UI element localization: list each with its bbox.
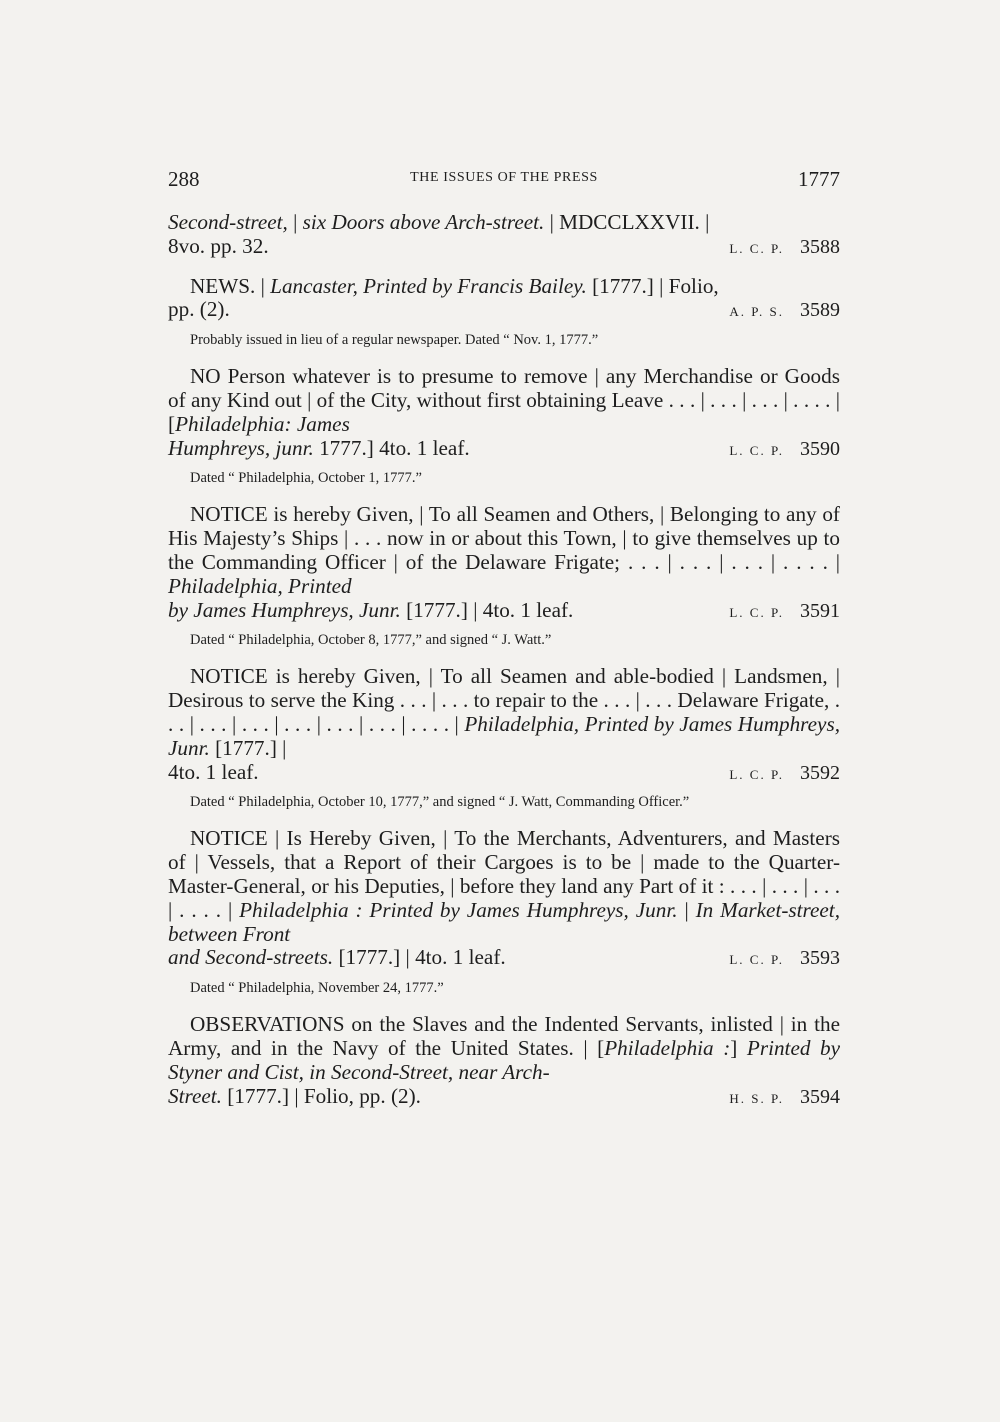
entry-last-text: 8vo. pp. 32. (168, 233, 269, 258)
library-location: L. C. P. (729, 604, 784, 620)
entry-3591 (168, 503, 840, 651)
entry-number: 3592 (800, 761, 840, 784)
entry-number: 3588 (800, 235, 840, 258)
entry-last-text: 4to. 1 leaf. (168, 759, 259, 784)
running-head (168, 167, 840, 197)
entry-last-line (168, 235, 840, 261)
entry-3588 (168, 211, 840, 261)
entry-note: Dated “ Philadelphia, October 1, 1777.” (190, 470, 422, 487)
library-location: A. P. S. (729, 304, 784, 320)
entry-last-line (168, 599, 840, 625)
running-title: THE ISSUES OF THE PRESS (410, 170, 598, 185)
entry-reference (717, 1085, 840, 1111)
entry-last-line (168, 946, 840, 972)
entry-reference (717, 599, 840, 625)
entry-note: Dated “ Philadelphia, October 10, 1777,” and signed “ J. Watt, Commanding Officer.” (190, 794, 690, 811)
entry-last-text: by James Humphreys, Junr. [1777.] | 4to. 1 leaf. (168, 597, 574, 622)
entry-number: 3590 (800, 437, 840, 460)
entry-last-text: pp. (2). (168, 297, 230, 322)
entry-number: 3593 (800, 947, 840, 970)
entry-reference (717, 235, 840, 261)
library-location: L. C. P. (729, 442, 784, 458)
library-location: L. C. P. (729, 240, 784, 256)
entry-last-line (168, 437, 840, 463)
entry-reference (717, 946, 840, 972)
entry-note: Dated “ Philadelphia, November 24, 1777.” (190, 980, 444, 997)
entry-note: Probably issued in lieu of a regular newspaper. Dated “ Nov. 1, 1777.” (190, 332, 599, 349)
entry-reference (717, 437, 840, 463)
entry-text: NOTICE | Is Hereby Given, | To the Merchants, Adventurers, and Masters of | Vessels, that a Report of their Cargoes is to be | made to the Quarter-Master-General, or his Deputies, | before they land any Part of it : . . . | . . . | . . . | . . . . | Philadelphia : Printed by James Humphreys, Junr. | In Market-street, between Front (168, 826, 840, 946)
entry-last-line (168, 298, 840, 324)
entry-number: 3589 (800, 299, 840, 322)
running-year: 1777 (798, 167, 840, 191)
entry-number: 3591 (800, 599, 840, 622)
entry-3590 (168, 365, 840, 489)
entry-text: NOTICE is hereby Given, | To all Seamen and Others, | Belonging to any of His Majesty’s Ships | . . . now in or about this Town, | to give themselves up to the Commanding Officer | of the Delaware Frigate; . . . | . . . | . . . | . . . . | Philadelphia, Printed (168, 502, 840, 598)
entry-reference (717, 761, 840, 787)
bibliography-entries (168, 211, 840, 1110)
entry-last-text: Street. [1777.] | Folio, pp. (2). (168, 1083, 421, 1108)
entry-3589 (168, 275, 840, 352)
entry-text: OBSERVATIONS on the Slaves and the Indented Servants, inlisted | in the Army, and in the Navy of the United States. | [Philadelphia :] Printed by Styner and Cist, in Second-Street, near Arch- (168, 1012, 840, 1084)
page-number: 288 (168, 167, 200, 191)
entry-text: NOTICE is hereby Given, | To all Seamen and able-bodied | Landsmen, | Desirous to serve the King . . . | . . . to repair to the . . . | . . . Delaware Frigate, . . . | . . . | . . . | . . . | . . . | . . . | . . . . | Philadelphia, Printed by James Humphreys, Junr. [1777.] | (168, 664, 840, 760)
entry-text: NEWS. | Lancaster, Printed by Francis Bailey. [1777.] | Folio, (190, 273, 719, 298)
library-location: L. C. P. (729, 952, 784, 968)
entry-3594 (168, 1013, 840, 1110)
entry-last-text: and Second-streets. [1777.] | 4to. 1 leaf. (168, 945, 506, 970)
entry-reference (717, 298, 840, 324)
library-location: L. C. P. (729, 766, 784, 782)
entry-note: Dated “ Philadelphia, October 8, 1777,” and signed “ J. Watt.” (190, 632, 552, 649)
entry-text: Second-street, | six Doors above Arch-street. | MDCCLXXVII. | (168, 210, 710, 234)
entry-last-text: Humphreys, junr. 1777.] 4to. 1 leaf. (168, 435, 470, 460)
entry-number: 3594 (800, 1085, 840, 1108)
library-location: H. S. P. (729, 1090, 784, 1106)
entry-3592 (168, 665, 840, 813)
entry-last-line (168, 761, 840, 787)
entry-3593 (168, 827, 840, 999)
entry-text: NO Person whatever is to presume to remove | any Merchandise or Goods of any Kind out | of the City, without first obtaining Leave . . . | . . . | . . . | . . . . | [Philadelphia: James (168, 364, 840, 436)
entry-last-line (168, 1085, 840, 1111)
